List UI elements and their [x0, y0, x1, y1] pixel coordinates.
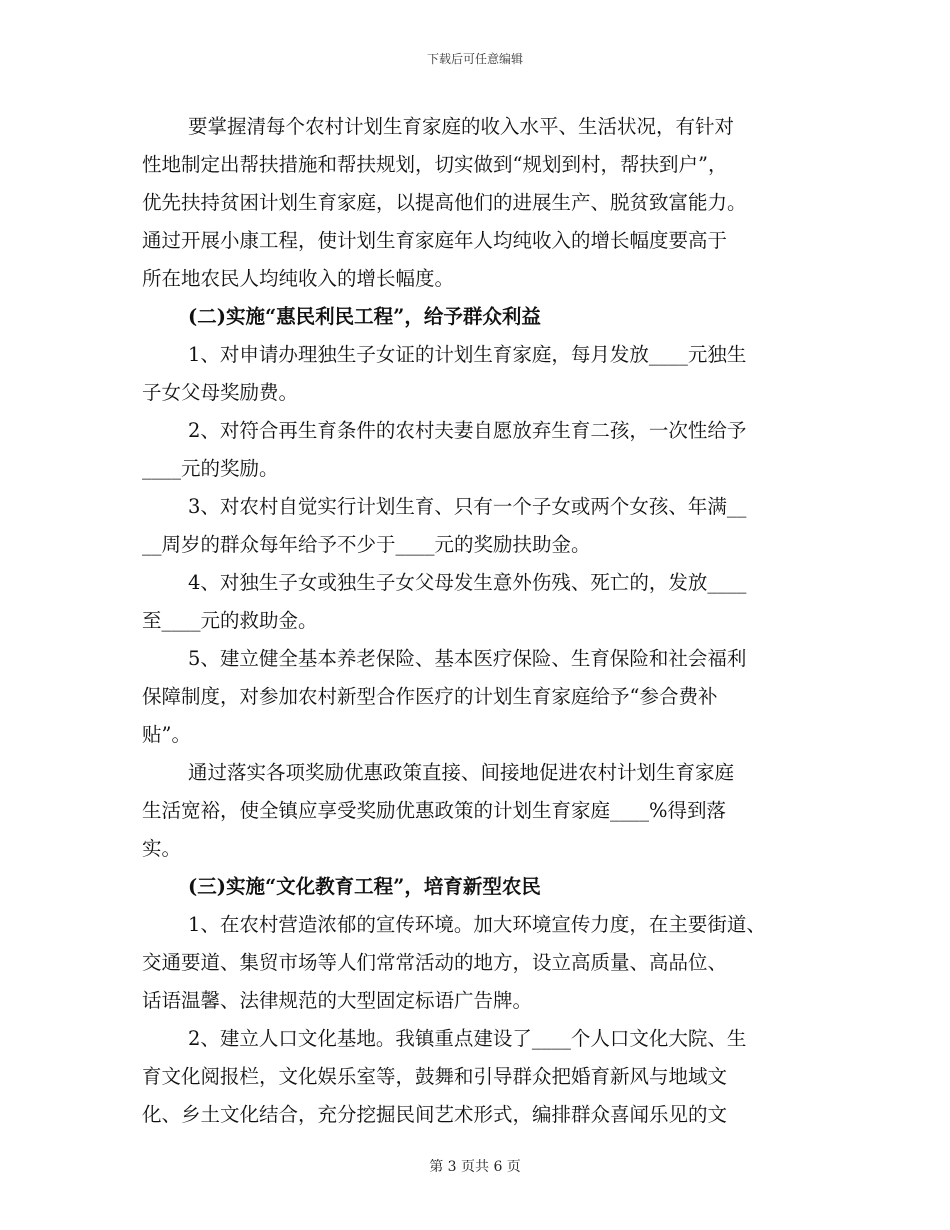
paragraph-line: ____元的奖励。 [142, 457, 279, 480]
page-footer: 第 3 页共 6 页 [429, 1159, 521, 1175]
paragraph-line: 要掌握清每个农村计划生育家庭的收入水平、生活状况，有针对 [188, 115, 735, 138]
paragraph-line: 性地制定出帮扶措施和帮扶规划，切实做到“规划到村，帮扶到户”， [142, 153, 728, 176]
section-heading-line: (二)实施“惠民利民工程”，给予群众利益 [188, 305, 541, 328]
paragraph-line: 话语温馨、法律规范的大型固定标语广告牌。 [142, 989, 533, 1012]
paragraph-line: 1、对申请办理独生子女证的计划生育家庭，每月发放____元独生 [188, 343, 747, 366]
paragraph-line: 通过落实各项奖励优惠政策直接、间接地促进农村计划生育家庭 [188, 761, 735, 784]
paragraph-line: 至____元的救助金。 [142, 609, 318, 632]
page-header: 下载后可任意编辑 [426, 52, 523, 66]
paragraph-line: 4、对独生子女或独生子女父母发生意外伤残、死亡的，发放____ [188, 571, 747, 594]
paragraph-line: 通过开展小康工程，使计划生育家庭年人均纯收入的增长幅度要高于 [142, 229, 728, 252]
paragraph-line: 化、乡土文化结合，充分挖掘民间艺术形式，编排群众喜闻乐见的文 [142, 1103, 728, 1126]
paragraph-line: 子女父母奖励费。 [142, 381, 299, 404]
paragraph-line: 2、建立人口文化基地。我镇重点建设了____个人口文化大院、生 [188, 1027, 747, 1050]
paragraph-line: 1、在农村营造浓郁的宣传环境。加大环境宣传力度，在主要街道、 [188, 913, 766, 936]
paragraph-line: 贴”。 [142, 723, 191, 746]
paragraph-line: 3、对农村自觉实行计划生育、只有一个子女或两个女孩、年满__ [188, 495, 747, 518]
paragraph-line: 保障制度，对参加农村新型合作医疗的计划生育家庭给予“参合费补 [142, 685, 718, 708]
paragraph-line: 优先扶持贫困计划生育家庭，以提高他们的进展生产、脱贫致富能力。 [142, 191, 747, 214]
document-body [142, 108, 822, 1134]
paragraph-line: 交通要道、集贸市场等人们常常活动的地方，设立高质量、高品位、 [142, 951, 728, 974]
paragraph-line: __周岁的群众每年给予不少于____元的奖励扶助金。 [142, 533, 591, 556]
paragraph-line: 2、对符合再生育条件的农村夫妻自愿放弃生育二孩，一次性给予 [188, 419, 747, 442]
paragraph-line: 实。 [142, 837, 182, 860]
paragraph-line: 育文化阅报栏，文化娱乐室等，鼓舞和引导群众把婚育新风与地域文 [142, 1065, 728, 1088]
paragraph-line: 所在地农民人均纯收入的增长幅度。 [142, 267, 455, 290]
paragraph-line: 生活宽裕，使全镇应享受奖励优惠政策的计划生育家庭____%得到落 [142, 799, 727, 822]
paragraph-line: 5、建立健全基本养老保险、基本医疗保险、生育保险和社会福利 [188, 647, 747, 670]
section-heading-line: (三)实施“文化教育工程”，培育新型农民 [188, 875, 541, 898]
